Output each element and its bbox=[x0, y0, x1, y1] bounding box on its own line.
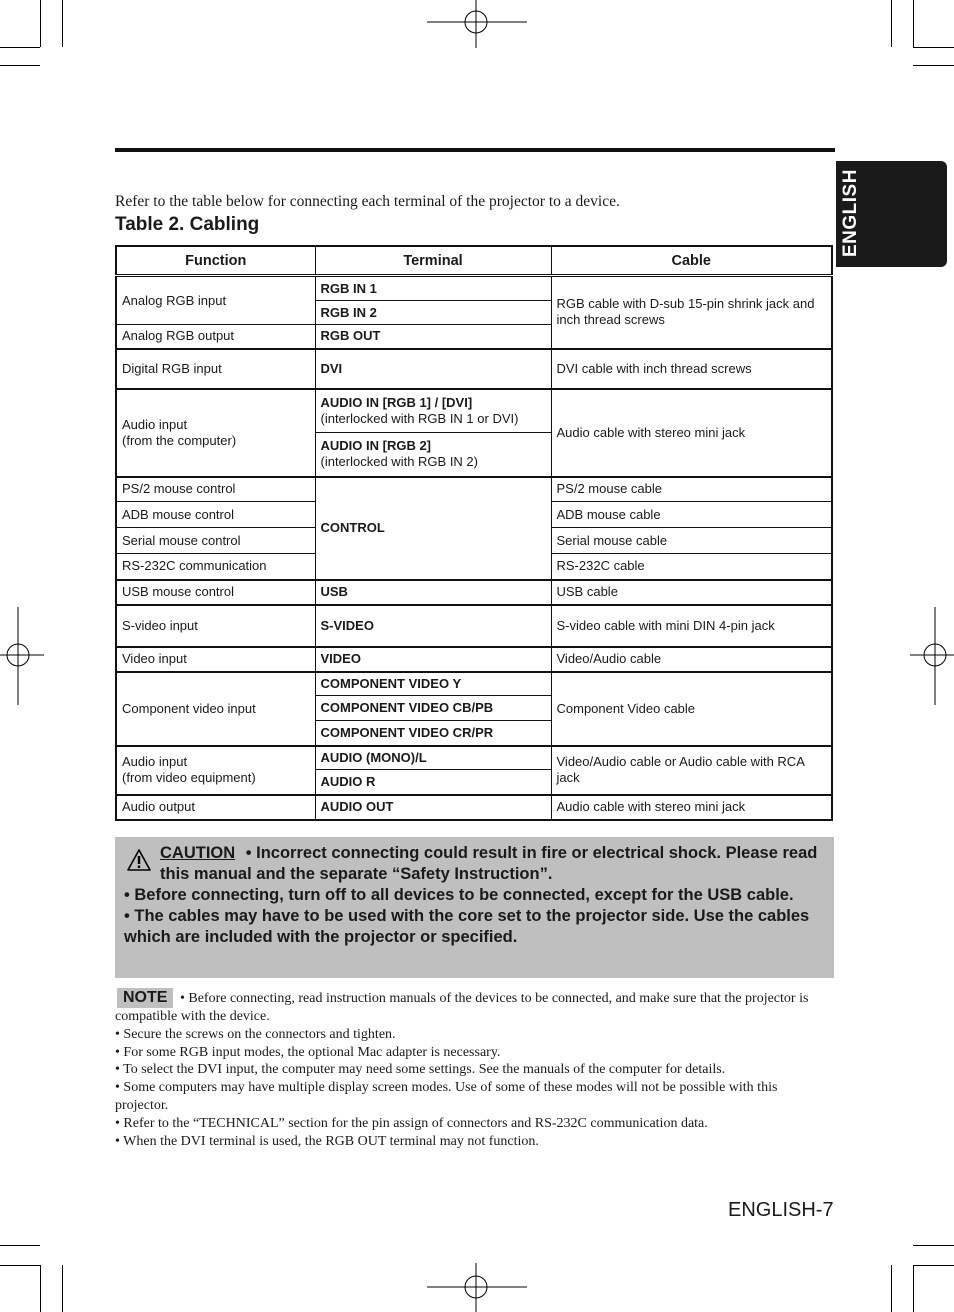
cable-cell: Component Video cable bbox=[551, 672, 832, 746]
page-number: ENGLISH-7 bbox=[728, 1199, 834, 1221]
header-cable: Cable bbox=[551, 246, 832, 276]
function-cell: ADB mouse control bbox=[116, 502, 315, 528]
terminal-cell: COMPONENT VIDEO CR/PR bbox=[315, 721, 551, 746]
registration-mark-icon bbox=[910, 607, 954, 705]
terminal-cell: RGB OUT bbox=[315, 325, 551, 349]
terminal-note: (interlocked with RGB IN 1 or DVI) bbox=[320, 410, 519, 426]
header-rule bbox=[115, 148, 835, 152]
crop-mark bbox=[891, 1265, 892, 1312]
crop-mark bbox=[0, 1265, 40, 1266]
function-line: Audio input bbox=[122, 754, 188, 769]
note-text: • Before connecting, read instruction manuals of the devices to be connected, and make sure that the projector is compatible with the device. bbox=[115, 991, 809, 1024]
note-item: • Secure the screws on the connectors and tighten. bbox=[115, 1026, 396, 1042]
crop-mark bbox=[913, 1265, 914, 1312]
function-cell bbox=[116, 389, 315, 477]
cable-cell: PS/2 mouse cable bbox=[551, 477, 832, 502]
function-cell: Analog RGB output bbox=[116, 325, 315, 349]
terminal-cell: VIDEO bbox=[315, 647, 551, 672]
table-title: Table 2. Cabling bbox=[115, 214, 260, 235]
terminal-cell: AUDIO (MONO)/L bbox=[315, 746, 551, 770]
cable-cell: RGB cable with D-sub 15-pin shrink jack and inch thread screws bbox=[551, 276, 832, 349]
note-section bbox=[115, 988, 831, 1150]
terminal-cell bbox=[315, 433, 551, 477]
cabling-table bbox=[115, 245, 833, 821]
warning-triangle-icon bbox=[127, 848, 151, 872]
terminal-cell: COMPONENT VIDEO Y bbox=[315, 672, 551, 696]
header-function: Function bbox=[116, 246, 315, 276]
caution-line-1 bbox=[160, 843, 820, 885]
crop-mark bbox=[913, 47, 954, 48]
function-cell: Video input bbox=[116, 647, 315, 672]
function-cell bbox=[116, 746, 315, 795]
note-item: • When the DVI terminal is used, the RGB OUT terminal may not function. bbox=[115, 1133, 539, 1149]
crop-mark bbox=[62, 1265, 63, 1312]
caution-line-2: • Before connecting, turn off to all devices to be connected, except for the USB cable. bbox=[124, 886, 794, 904]
terminal-cell: CONTROL bbox=[315, 477, 551, 580]
crop-mark bbox=[62, 0, 63, 47]
table-row bbox=[116, 746, 832, 770]
cable-cell: Audio cable with stereo mini jack bbox=[551, 389, 832, 477]
function-cell: Digital RGB input bbox=[116, 349, 315, 389]
table-row bbox=[116, 389, 832, 433]
header-terminal: Terminal bbox=[315, 246, 551, 276]
cable-cell: Video/Audio cable or Audio cable with RCA jack bbox=[551, 746, 832, 795]
terminal-cell: DVI bbox=[315, 349, 551, 389]
caution-line-3: • The cables may have to be used with the core set to the projector side. Use the cables which are included with the projector or specified. bbox=[124, 907, 810, 946]
table-row bbox=[116, 672, 832, 696]
terminal-cell: RGB IN 2 bbox=[315, 301, 551, 325]
table-row bbox=[116, 349, 832, 389]
function-line: (from the computer) bbox=[122, 432, 237, 448]
language-tab bbox=[836, 161, 947, 267]
terminal-note: (interlocked with RGB IN 2) bbox=[320, 454, 478, 470]
note-tag: NOTE bbox=[117, 988, 173, 1008]
table-row bbox=[116, 276, 832, 301]
table-row bbox=[116, 477, 832, 502]
crop-mark bbox=[913, 0, 914, 47]
terminal-label: AUDIO IN [RGB 1] / [DVI] bbox=[320, 394, 473, 410]
caution-box bbox=[115, 837, 834, 978]
note-item: • Some computers may have multiple display screen modes. Use of some of these modes will not be possible with this projector. bbox=[115, 1080, 778, 1113]
function-cell: PS/2 mouse control bbox=[116, 477, 315, 502]
cable-cell: ADB mouse cable bbox=[551, 502, 832, 528]
table-row bbox=[116, 795, 832, 820]
crop-mark bbox=[0, 65, 40, 66]
cable-cell: Serial mouse cable bbox=[551, 528, 832, 554]
language-tab-label: ENGLISH bbox=[840, 169, 861, 257]
function-cell: USB mouse control bbox=[116, 580, 315, 605]
terminal-cell: AUDIO OUT bbox=[315, 795, 551, 820]
function-cell: Component video input bbox=[116, 672, 315, 746]
function-line: (from video equipment) bbox=[122, 770, 256, 785]
function-cell: Analog RGB input bbox=[116, 276, 315, 325]
note-item bbox=[115, 988, 831, 1026]
terminal-label: AUDIO IN [RGB 2] bbox=[320, 438, 431, 454]
cable-cell: Video/Audio cable bbox=[551, 647, 832, 672]
crop-mark bbox=[913, 1245, 954, 1246]
crop-mark bbox=[40, 1265, 41, 1312]
function-line: Audio input bbox=[122, 416, 188, 432]
crop-mark bbox=[891, 0, 892, 47]
crop-mark bbox=[0, 47, 40, 48]
note-item: • Refer to the “TECHNICAL” section for the pin assign of connectors and RS-232C communication data. bbox=[115, 1115, 708, 1131]
table-header-row bbox=[116, 246, 832, 276]
registration-mark-icon bbox=[0, 607, 44, 705]
registration-mark-icon bbox=[427, 0, 527, 48]
crop-mark bbox=[0, 1245, 40, 1246]
terminal-cell bbox=[315, 389, 551, 433]
caution-text: • Incorrect connecting could result in fire or electrical shock. Please read this manual and the separate “Safety Instruction”. bbox=[160, 844, 818, 883]
terminal-cell: COMPONENT VIDEO CB/PB bbox=[315, 696, 551, 721]
terminal-cell: S-VIDEO bbox=[315, 605, 551, 647]
caution-keyword: CAUTION bbox=[160, 844, 236, 862]
crop-mark bbox=[40, 0, 41, 47]
caution-more bbox=[124, 885, 824, 948]
crop-mark bbox=[913, 1265, 954, 1266]
cable-cell: DVI cable with inch thread screws bbox=[551, 349, 832, 389]
note-item: • To select the DVI input, the computer may need some settings. See the manuals of the computer for details. bbox=[115, 1062, 726, 1078]
function-cell: S-video input bbox=[116, 605, 315, 647]
cable-cell: S-video cable with mini DIN 4-pin jack bbox=[551, 605, 832, 647]
cable-cell: RS-232C cable bbox=[551, 554, 832, 580]
function-cell: RS-232C communication bbox=[116, 554, 315, 580]
cable-cell: Audio cable with stereo mini jack bbox=[551, 795, 832, 820]
terminal-cell: AUDIO R bbox=[315, 770, 551, 795]
intro-text: Refer to the table below for connecting each terminal of the projector to a device. bbox=[115, 193, 620, 210]
terminal-cell: USB bbox=[315, 580, 551, 605]
table-row bbox=[116, 605, 832, 647]
crop-mark bbox=[913, 65, 954, 66]
note-item: • For some RGB input modes, the optional Mac adapter is necessary. bbox=[115, 1044, 501, 1060]
function-cell: Serial mouse control bbox=[116, 528, 315, 554]
registration-mark-icon bbox=[427, 1263, 527, 1312]
terminal-cell: RGB IN 1 bbox=[315, 276, 551, 301]
table-row bbox=[116, 580, 832, 605]
function-cell: Audio output bbox=[116, 795, 315, 820]
cable-cell: USB cable bbox=[551, 580, 832, 605]
table-row bbox=[116, 647, 832, 672]
